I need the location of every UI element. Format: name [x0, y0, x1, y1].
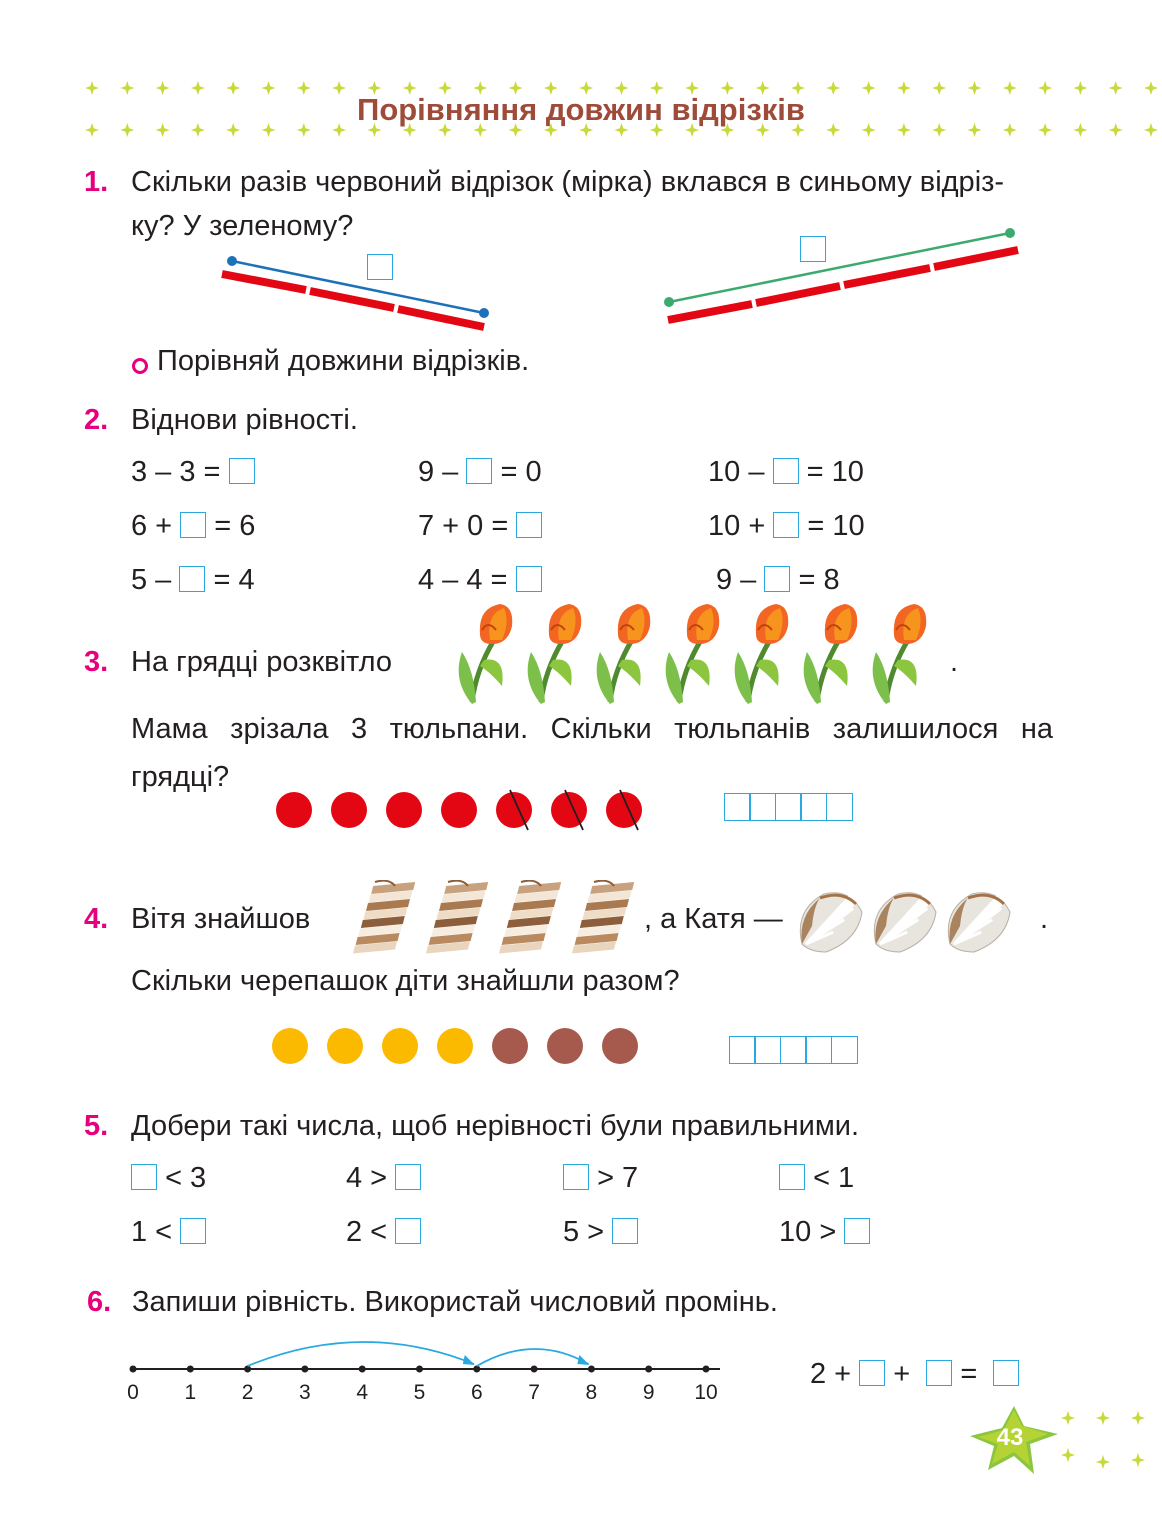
answer-box[interactable] [764, 566, 790, 592]
answer-box[interactable] [229, 458, 255, 484]
equation: 10 + = 10 [708, 510, 865, 542]
red-measure-pieces [668, 250, 1018, 320]
answer-box-green[interactable] [800, 236, 826, 262]
answer-box[interactable] [859, 1360, 885, 1386]
tulip-icon [795, 600, 865, 705]
answer-cell[interactable] [826, 793, 853, 821]
blue-segment-figure [210, 240, 510, 340]
task-number: 6. [87, 1286, 112, 1318]
scallop-shell-icon [866, 886, 938, 956]
task-number: 1. [84, 166, 109, 198]
page-number: 43 [996, 1424, 1024, 1451]
task-number: 4. [84, 903, 109, 935]
tulip-icon [450, 600, 520, 705]
red-circle [276, 792, 312, 828]
jump-arc [477, 1349, 589, 1366]
equation: 9 – = 8 [716, 564, 840, 596]
inequality: 2 < [346, 1215, 421, 1249]
brown-circle [547, 1028, 583, 1064]
answer-box-blue[interactable] [367, 254, 393, 280]
green-segment [669, 233, 1010, 302]
answer-box[interactable] [516, 512, 542, 538]
arrowhead-icon [577, 1355, 589, 1365]
equation: 5 – = 4 [131, 564, 255, 596]
answer-box[interactable] [466, 458, 492, 484]
task6-equation: 2 + + = [810, 1357, 1019, 1391]
conch-shell-icon [345, 880, 415, 958]
star-icon [1096, 1455, 1110, 1469]
vitya-shells [345, 880, 640, 960]
answer-box[interactable] [180, 512, 206, 538]
red-measure-pieces [222, 274, 484, 327]
equation: 10 – = 10 [708, 456, 864, 488]
tick-point [473, 1366, 480, 1373]
tick-label: 5 [413, 1381, 426, 1404]
answer-box[interactable] [516, 566, 542, 592]
tulip-icon [519, 600, 589, 705]
katya-shells [792, 886, 1022, 958]
task-number: 2. [84, 404, 109, 436]
yellow-circle [327, 1028, 363, 1064]
tick-label: 4 [356, 1381, 369, 1404]
tick-point [645, 1366, 652, 1373]
answer-cell[interactable] [729, 1036, 756, 1064]
inequality: 5 > [563, 1215, 638, 1249]
answer-cell[interactable] [805, 1036, 832, 1064]
scallop-shell-icon [940, 886, 1012, 956]
tick-point [359, 1366, 366, 1373]
answer-box[interactable] [563, 1164, 589, 1190]
answer-cell[interactable] [749, 793, 776, 821]
answer-box[interactable] [612, 1218, 638, 1244]
tulips-row [450, 600, 960, 705]
inequality: 4 > [346, 1161, 421, 1195]
tick-label: 10 [694, 1381, 718, 1404]
answer-box[interactable] [395, 1164, 421, 1190]
task1-text-line1: Скільки разів червоний відрізок (мірка) вклався в синьому відріз- [131, 166, 1005, 198]
answer-box[interactable] [779, 1164, 805, 1190]
answer-cells[interactable] [724, 793, 853, 821]
tulip-icon [726, 600, 796, 705]
task6-prompt: Запиши рівність. Використай числовий промінь. [132, 1286, 778, 1318]
tick-label: 3 [299, 1381, 311, 1404]
tick-label: 8 [585, 1381, 598, 1404]
task5-prompt: Добери такі числа, щоб нерівності були правильними. [131, 1110, 860, 1142]
answer-box[interactable] [395, 1218, 421, 1244]
tick-label: 7 [528, 1381, 540, 1404]
equation: 3 – 3 = [131, 455, 255, 489]
answer-box[interactable] [926, 1360, 952, 1386]
answer-cell[interactable] [724, 793, 751, 821]
tick-point [703, 1366, 710, 1373]
brown-circle [492, 1028, 528, 1064]
cross-out-mark [496, 788, 536, 832]
page-title: Порівняння довжин відрізків [357, 92, 805, 127]
task3-prompt-end: . [950, 646, 959, 678]
tick-label: 6 [470, 1381, 483, 1404]
inequality: 10 > [779, 1215, 870, 1249]
task1-text-line2: ку? У зеленому? [131, 210, 354, 242]
answer-box[interactable] [773, 458, 799, 484]
task3-text-line2: грядці? [131, 761, 230, 793]
tick-label: 0 [127, 1381, 139, 1404]
answer-cell[interactable] [754, 1036, 781, 1064]
star-icon [1131, 1411, 1145, 1425]
inequality: 1 < [131, 1215, 206, 1249]
tick-point [588, 1366, 595, 1373]
yellow-circle [437, 1028, 473, 1064]
star-icon [1131, 1453, 1145, 1467]
task4-question: Скільки черепашок діти знайшли разом? [131, 965, 680, 997]
bullet-icon [132, 358, 148, 374]
number-line [120, 1330, 740, 1410]
answer-cell[interactable] [775, 793, 802, 821]
answer-box[interactable] [844, 1218, 870, 1244]
answer-box[interactable] [180, 1218, 206, 1244]
answer-box[interactable] [773, 512, 799, 538]
tick-point [187, 1366, 194, 1373]
green-segment-figure [660, 220, 1030, 330]
cross-out-mark [606, 788, 646, 832]
inequality: > 7 [563, 1161, 638, 1195]
brown-circle [602, 1028, 638, 1064]
answer-box[interactable] [131, 1164, 157, 1190]
jump-arc [248, 1342, 474, 1366]
task4-prompt-b: , а Катя — [644, 903, 783, 935]
equation: 6 + = 6 [131, 510, 256, 542]
tick-point [301, 1366, 308, 1373]
equation: 7 + 0 = [418, 509, 542, 543]
tick-point [531, 1366, 538, 1373]
yellow-circle [272, 1028, 308, 1064]
red-circle [386, 792, 422, 828]
tick-point [130, 1366, 137, 1373]
tick-label: 2 [241, 1381, 254, 1404]
answer-box[interactable] [993, 1360, 1019, 1386]
task3-circles [276, 790, 656, 830]
conch-shell-icon [418, 880, 488, 958]
equation: 4 – 4 = [418, 563, 542, 597]
star-icon [1096, 1411, 1110, 1425]
equation: 9 – = 0 [418, 456, 542, 488]
task4-prompt-end: . [1040, 903, 1049, 935]
tick-label: 1 [184, 1381, 197, 1404]
inequality: < 1 [779, 1161, 854, 1195]
tick-point [416, 1366, 423, 1373]
answer-cell[interactable] [780, 1036, 807, 1064]
conch-shell-icon [491, 880, 561, 958]
task3-prompt: На грядці розквітло [131, 646, 393, 678]
red-circle [441, 792, 477, 828]
yellow-circle [382, 1028, 418, 1064]
task1-bullet-text: Порівняй довжини відрізків. [157, 345, 530, 377]
tick-point [244, 1366, 251, 1373]
red-circle [331, 792, 367, 828]
answer-cell[interactable] [800, 793, 827, 821]
inequality: < 3 [131, 1161, 206, 1195]
cross-out-mark [551, 788, 591, 832]
task4-prompt-a: Вітя знайшов [131, 903, 311, 935]
answer-cells[interactable] [729, 1036, 858, 1064]
answer-box[interactable] [179, 566, 205, 592]
task2-prompt: Віднови рівності. [131, 404, 358, 436]
task-number: 3. [84, 646, 109, 678]
task3-text-line1: Мама зрізала 3 тюльпани. Скільки тюльпанів залишилося на [131, 713, 1053, 745]
scallop-shell-icon [792, 886, 864, 956]
tulip-icon [588, 600, 658, 705]
star-icon [1061, 1448, 1075, 1462]
task-number: 5. [84, 1110, 109, 1142]
star-icon [1061, 1411, 1075, 1425]
tulip-icon [864, 600, 934, 705]
arrowhead-icon [463, 1355, 475, 1365]
tulip-icon [657, 600, 727, 705]
conch-shell-icon [564, 880, 634, 958]
answer-cell[interactable] [831, 1036, 858, 1064]
tick-label: 9 [642, 1381, 655, 1404]
task4-circles [272, 1026, 652, 1066]
